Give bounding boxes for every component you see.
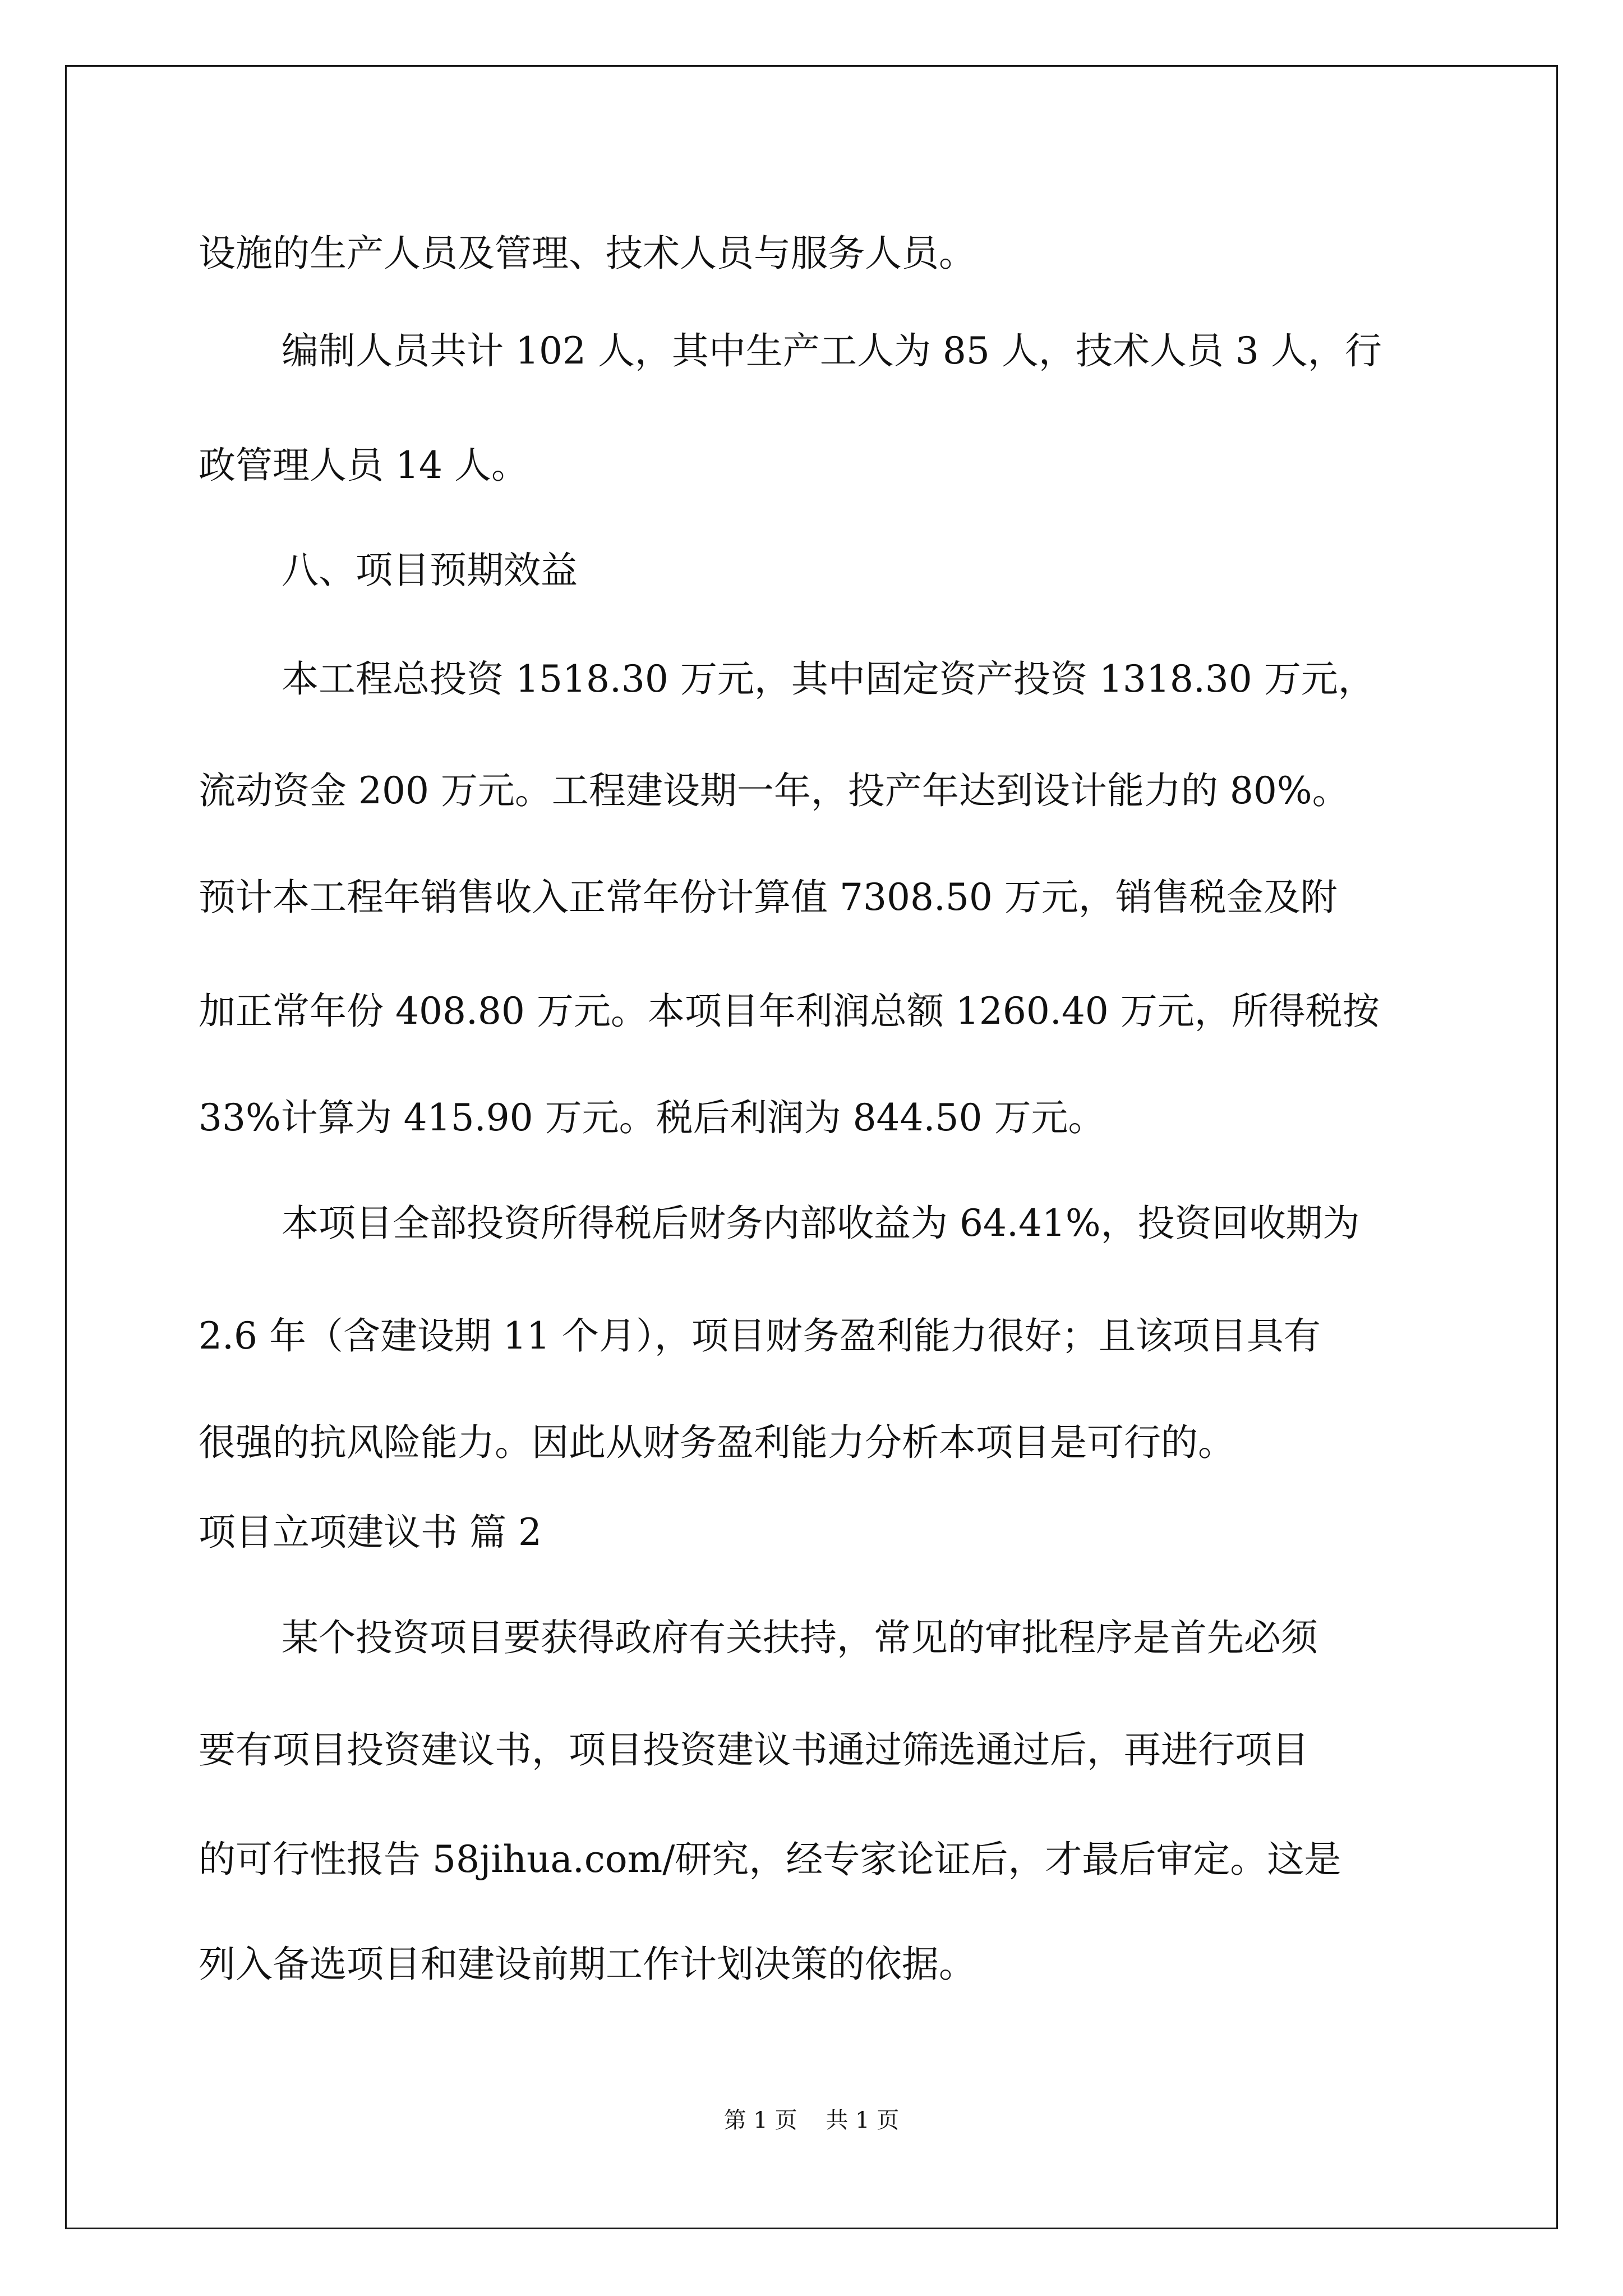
page-footer: 第 1 页 共 1 页 xyxy=(723,2108,900,2133)
text-line: 编制人员共计 102 人，其中生产工人为 85 人，技术人员 3 人，行 xyxy=(282,329,1382,372)
text-line: 33%计算为 415.90 万元。税后利润为 844.50 万元。 xyxy=(199,1096,1105,1139)
text-line: 预计本工程年销售收入正常年份计算值 7308.50 万元，销售税金及附 xyxy=(199,876,1338,919)
article-title: 项目立项建议书 篇 2 xyxy=(199,1511,542,1554)
text-line: 某个投资项目要获得政府有关扶持，常见的审批程序是首先必须 xyxy=(282,1616,1318,1659)
text-line: 2.6 年（含建设期 11 个月），项目财务盈利能力很好；且该项目具有 xyxy=(199,1314,1321,1358)
text-line: 要有项目投资建议书，项目投资建议书通过筛选通过后，再进行项目 xyxy=(199,1728,1309,1772)
page-border xyxy=(65,65,1558,2229)
section-heading: 八、项目预期效益 xyxy=(282,549,578,592)
text-line: 的可行性报告 58jihua.com/研究，经专家论证后，才最后审定。这是 xyxy=(199,1838,1341,1881)
text-line: 列入备选项目和建设前期工作计划决策的依据。 xyxy=(199,1943,976,1986)
text-line: 本项目全部投资所得税后财务内部收益为 64.41%，投资回收期为 xyxy=(282,1202,1360,1245)
text-line: 本工程总投资 1518.30 万元，其中固定资产投资 1318.30 万元， xyxy=(282,657,1375,701)
text-line: 加正常年份 408.80 万元。本项目年利润总额 1260.40 万元，所得税按 xyxy=(199,990,1380,1033)
text-line: 政管理人员 14 人。 xyxy=(199,444,528,487)
text-line: 设施的生产人员及管理、技术人员与服务人员。 xyxy=(199,232,976,275)
text-line: 流动资金 200 万元。工程建设期一年，投产年达到设计能力的 80%。 xyxy=(199,769,1349,812)
text-line: 很强的抗风险能力。因此从财务盈利能力分析本项目是可行的。 xyxy=(199,1421,1235,1464)
